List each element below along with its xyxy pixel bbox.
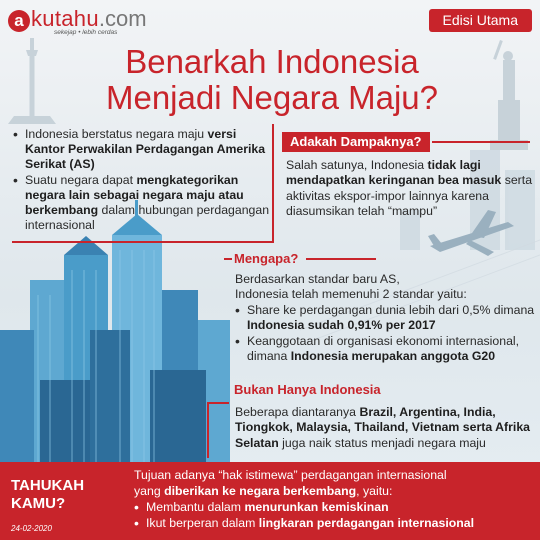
bottom-bullet-2: • Ikut berperan dalam lingkaran perdagangan internasional [134,515,534,531]
bottom-text: Tujuan adanya “hak istimewa” perdagangan internasional yang diberikan ke negara berkembang, yaitu: • Membantu dalam menurunkan kemiskinan • Ikut berperan dalam lingkaran perdagangan internasional [134,467,534,531]
statue-icon [490,40,528,150]
dampak-rule [432,141,530,143]
mengapa-text: Berdasarkan standar baru AS, Indonesia telah memenuhi 2 standar yaitu: • Share ke perdagangan dunia lebih dari 0,5% dimana Indonesia sudah 0,91% per 2017 • Keanggotaan di organisasi ekonomi internasional, dimana Indonesia merupakan anggota G20 [235,272,535,364]
logo-tagline: sekejap • lebih cerdas [54,29,118,36]
bukan-text: Beberapa diantaranya Brazil, Argentina, India, Tiongkok, Malaysia, Thailand, Vietnam serta Afrika Selatan juga naik status menjadi negara maju [235,405,530,450]
mengapa-rule-right [306,258,376,260]
city-buildings-illustration [0,200,230,462]
intro-bullet-2: • Suatu negara dapat mengkategorikan negara lain sebagai negara maju atau berkembang dalam hubungan perdagangan internasional [13,173,272,234]
mengapa-rule-left [224,258,232,260]
intro-rule-bottom [12,241,274,243]
publish-date: 24-02-2020 [11,524,52,533]
logo-letter: a [8,10,30,32]
intro-rule-right [272,124,274,242]
intro-bullet-1: • Indonesia berstatus negara maju versi Kantor Perwakilan Perdagangan Amerika Serikat (AS) [13,127,272,173]
page-title [72,44,472,116]
title-line-1: Benarkah Indonesia [125,43,419,80]
logo-name: kutahu [31,6,99,31]
logo-tld: .com [98,6,147,31]
mengapa-bullet-1: • Share ke perdagangan dunia lebih dari 0,5% dimana Indonesia sudah 0,91% per 2017 [235,303,535,334]
bukan-rule-left [207,402,209,458]
dampak-heading: Adakah Dampaknya? [282,132,430,152]
mengapa-bullet-2: • Keanggotaan di organisasi ekonomi internasional, dimana Indonesia merupakan anggota G20 [235,334,535,365]
mengapa-heading: Mengapa? [234,251,299,266]
bottom-bullet-1: • Membantu dalam menurunkan kemiskinan [134,499,534,515]
bukan-rule-top [207,402,229,404]
bottom-line-2: yang diberikan ke negara berkembang, yaitu: [134,484,393,498]
bukan-heading: Bukan Hanya Indonesia [234,382,381,397]
tahukah-label: TAHUKAH KAMU? [11,477,85,512]
edition-badge: Edisi Utama [429,9,532,32]
monas-monument-icon [8,38,56,124]
intro-bullets [13,127,272,233]
dampak-text: Salah satunya, Indonesia tidak lagi mendapatkan keringanan bea masuk serta aktivitas ekspor-impor lainnya karena diasumsikan telah “mampu” [286,158,533,219]
title-line-2: Menjadi Negara Maju? [105,79,438,116]
